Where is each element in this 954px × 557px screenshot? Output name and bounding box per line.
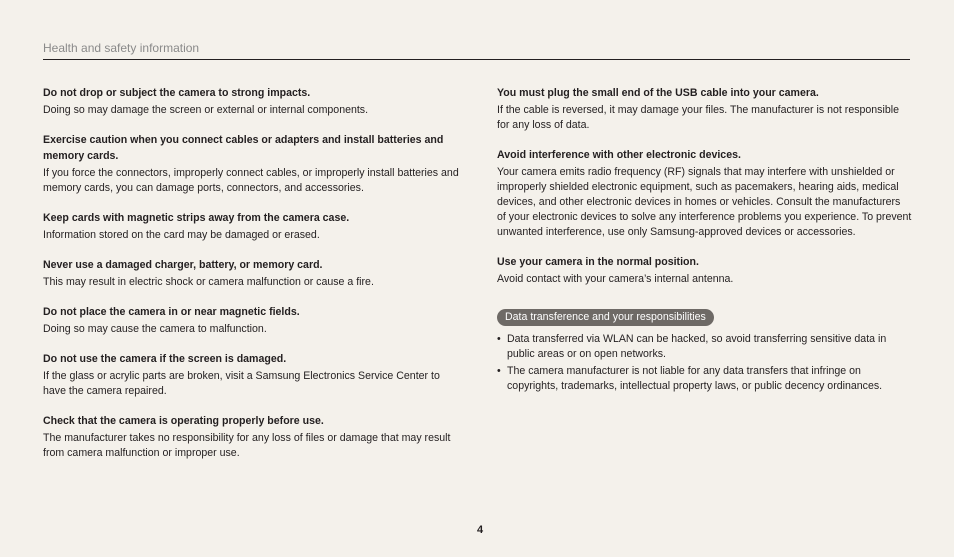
header-divider	[43, 59, 910, 60]
safety-item-body: Doing so may cause the camera to malfunction.	[43, 323, 267, 335]
safety-item-title: Do not drop or subject the camera to strong impacts.	[43, 87, 311, 99]
safety-item-title: You must plug the small end of the USB cable into your camera.	[497, 87, 819, 99]
responsibility-list	[497, 332, 912, 394]
safety-item-body: This may result in electric shock or camera malfunction or cause a fire.	[43, 276, 374, 288]
safety-item	[43, 257, 463, 290]
safety-item-title: Never use a damaged charger, battery, or memory card.	[43, 259, 323, 271]
safety-item-title: Use your camera in the normal position.	[497, 256, 699, 268]
list-item-text: Data transferred via WLAN can be hacked, so avoid transferring sensitive data in public areas or on open networks.	[507, 333, 887, 360]
safety-item-title: Check that the camera is operating properly before use.	[43, 415, 324, 427]
safety-item-title: Do not place the camera in or near magnetic fields.	[43, 306, 300, 318]
safety-item-body: Your camera emits radio frequency (RF) signals that may interfere with unshielded or improperly shielded electronic equipment, such as pacemakers, hearing aids, medical devices, and other electronic devices in homes or vehicles. Consult the manufacturers of your electronic devices to solve any interference problems you experience. To prevent unwanted interference, use only Samsung-approved devices or accessories.	[497, 166, 912, 238]
safety-item	[43, 132, 463, 196]
safety-item-title: Avoid interference with other electronic devices.	[497, 149, 741, 161]
safety-item	[497, 254, 912, 287]
safety-item-body: Doing so may damage the screen or external or internal components.	[43, 104, 369, 116]
right-column	[497, 85, 912, 396]
safety-item	[497, 85, 912, 133]
safety-item	[497, 147, 912, 240]
safety-item	[43, 304, 463, 337]
list-item-text: The camera manufacturer is not liable for any data transfers that infringe on copyrights, trademarks, intellectual property laws, or public decency ordinances.	[507, 365, 883, 392]
safety-item-body: Avoid contact with your camera’s internal antenna.	[497, 273, 734, 285]
safety-item	[43, 210, 463, 243]
page-number: 4	[476, 524, 484, 536]
safety-item-body: Information stored on the card may be damaged or erased.	[43, 229, 320, 241]
bullet-icon: •	[497, 333, 501, 345]
safety-item-body: If the glass or acrylic parts are broken, visit a Samsung Electronics Service Center to have the camera repaired.	[43, 370, 440, 397]
safety-item	[43, 351, 463, 399]
safety-item-title: Exercise caution when you connect cables or adapters and install batteries and memory cards.	[43, 134, 444, 162]
bullet-icon: •	[497, 365, 501, 377]
safety-item	[43, 85, 463, 118]
safety-item-body: If you force the connectors, improperly connect cables, or improperly install batteries and memory cards, you can damage ports, connectors, and accessories.	[43, 167, 459, 194]
list-item	[497, 364, 912, 394]
safety-item-body: If the cable is reversed, it may damage your files. The manufacturer is not responsible for any loss of data.	[497, 104, 899, 131]
safety-item-title: Do not use the camera if the screen is damaged.	[43, 353, 287, 365]
left-column	[43, 85, 463, 461]
section-heading-pill: Data transference and your responsibilities	[497, 309, 714, 326]
safety-item-body: The manufacturer takes no responsibility for any loss of files or damage that may result from camera malfunction or improper use.	[43, 432, 451, 459]
running-header: Health and safety information	[43, 41, 200, 55]
safety-item	[43, 413, 463, 461]
list-item	[497, 332, 912, 362]
safety-item-title: Keep cards with magnetic strips away from the camera case.	[43, 212, 350, 224]
